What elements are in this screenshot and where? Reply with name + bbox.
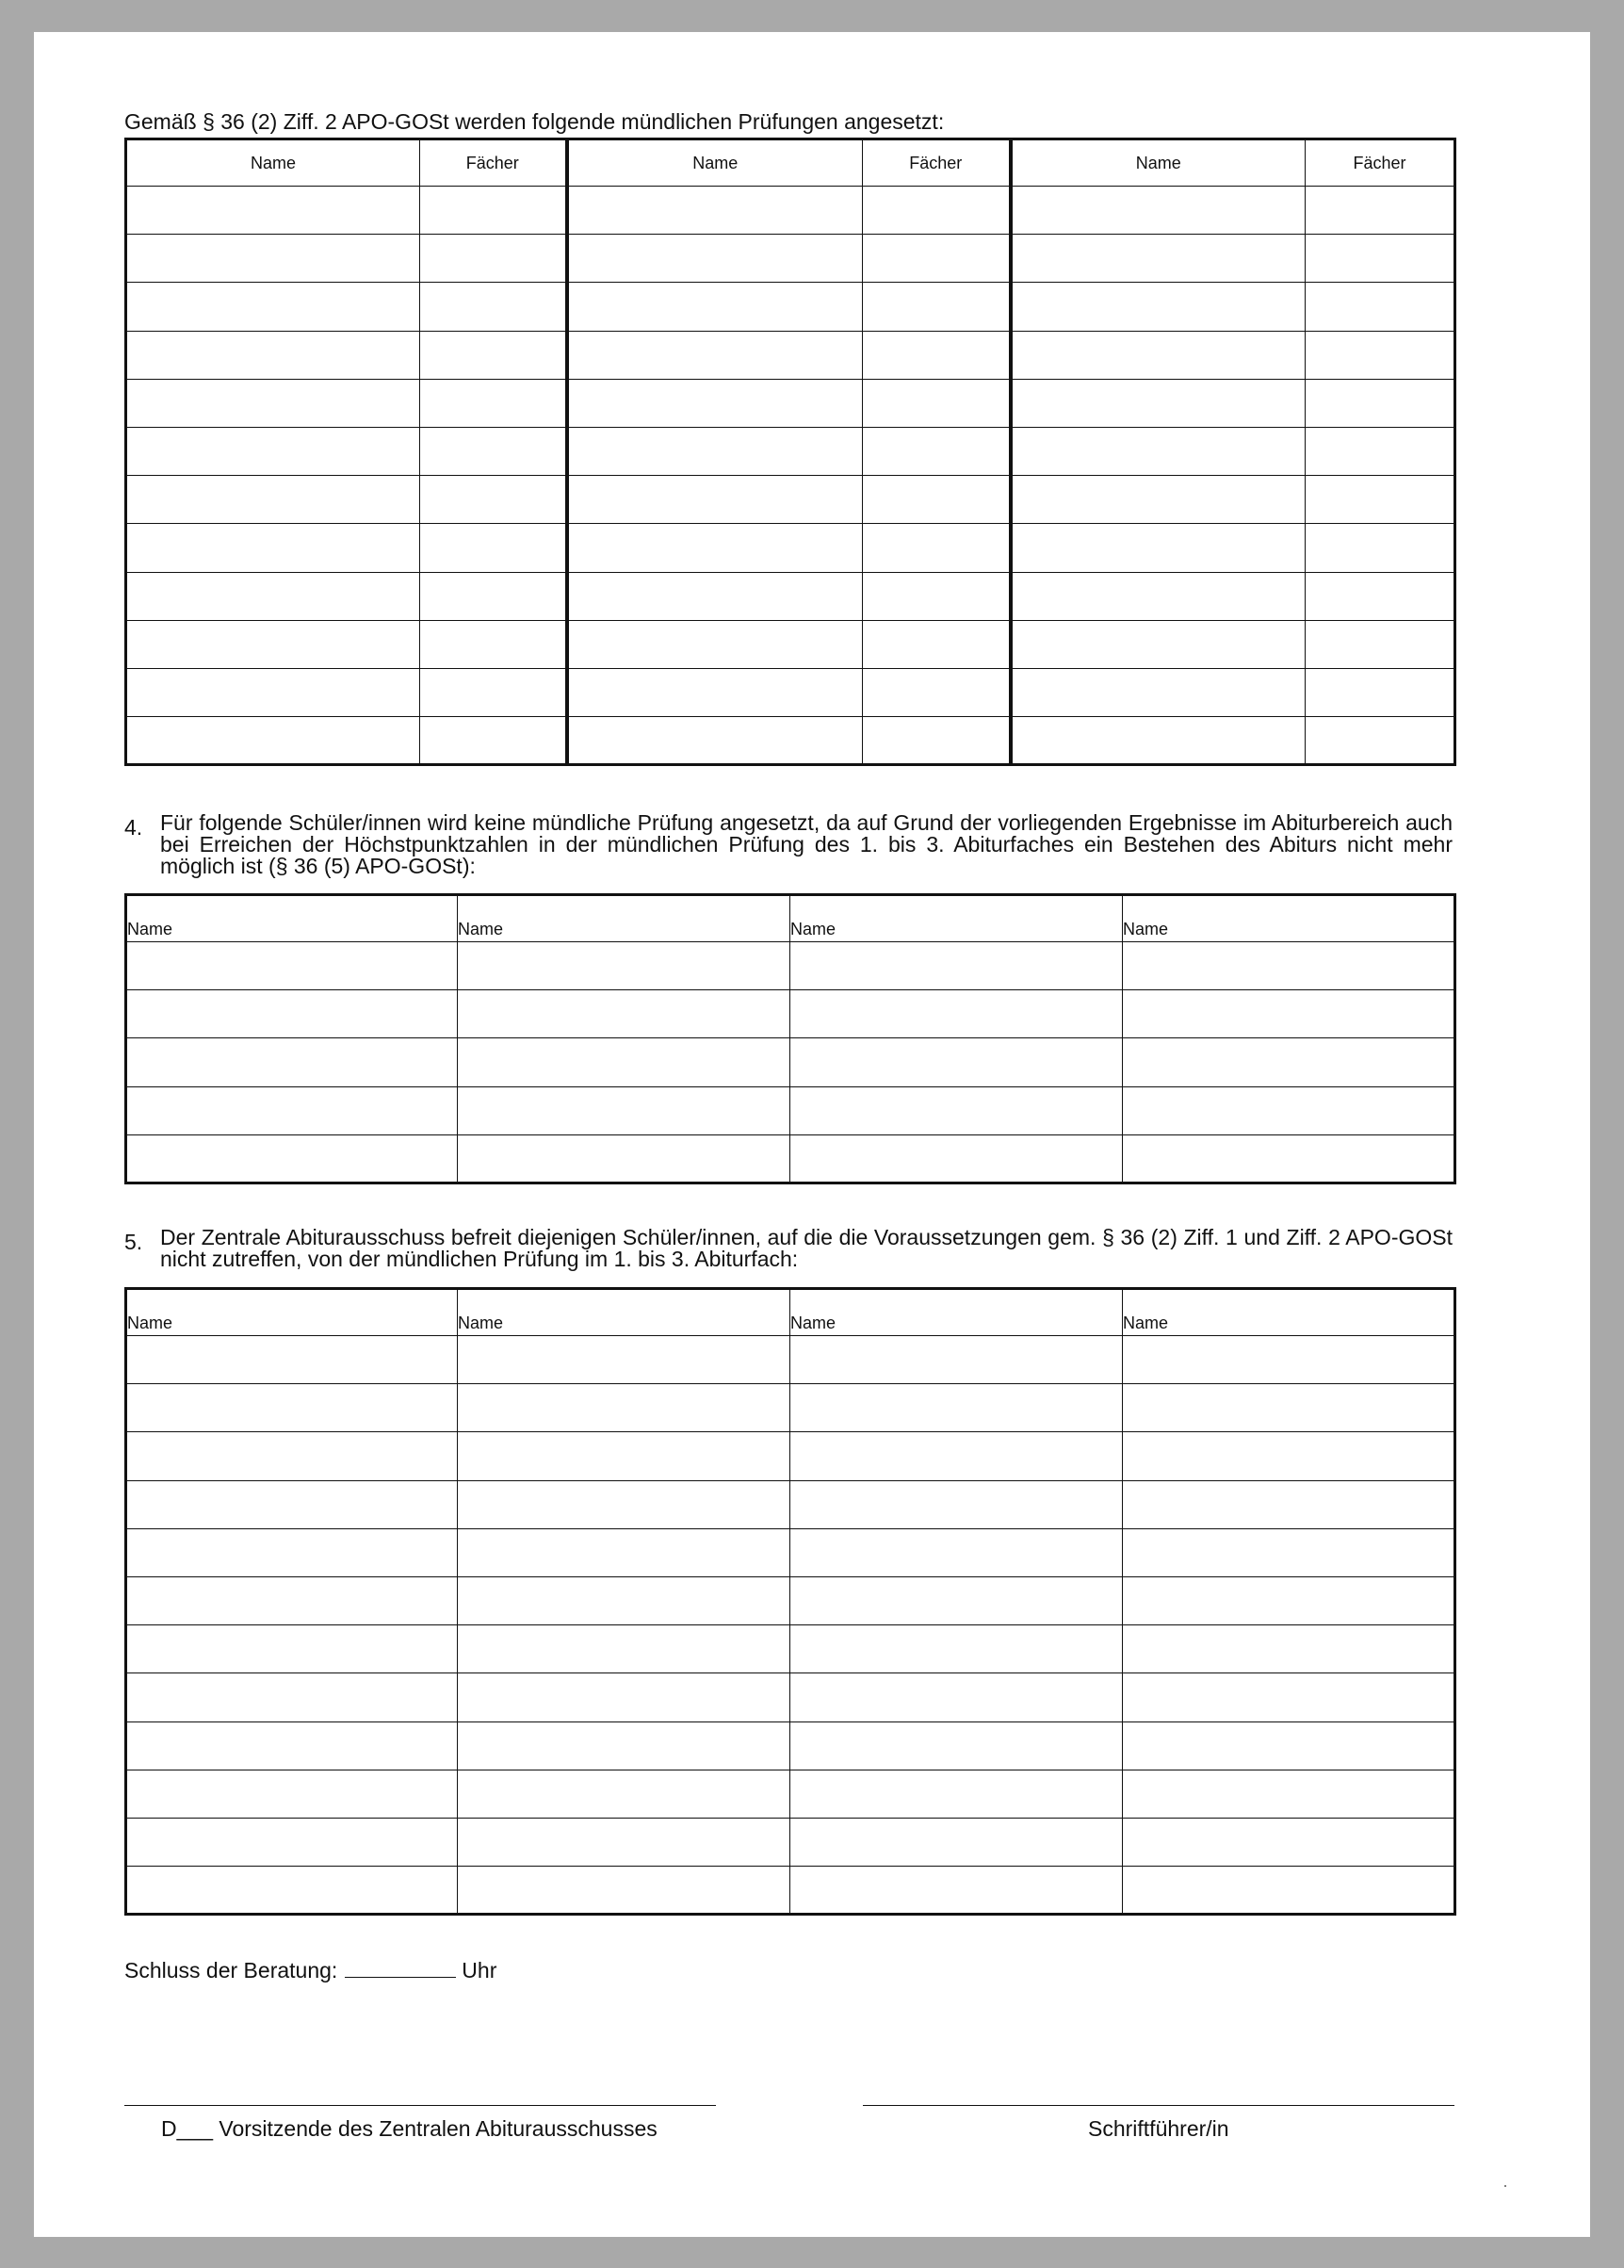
blank-cell[interactable] [458,990,790,1038]
blank-cell[interactable] [126,1673,458,1721]
blank-cell[interactable] [126,283,420,331]
section4-number: 4. [124,815,143,840]
blank-cell[interactable] [1306,427,1455,475]
table-row [126,1336,1455,1384]
table-row [126,717,1455,765]
table-row [126,1432,1455,1480]
blank-cell[interactable] [458,1673,790,1721]
blank-cell[interactable] [790,1038,1123,1086]
column-header-name: Name [1123,895,1455,942]
blank-cell[interactable] [126,1480,458,1528]
column-header-name: Name [790,1289,1123,1336]
closing-label: Schluss der Beratung: [124,1958,338,1982]
column-header-name: Name [458,895,790,942]
blank-cell[interactable] [126,942,458,990]
blank-cell[interactable] [567,379,863,427]
blank-cell[interactable] [567,427,863,475]
blank-cell[interactable] [458,1038,790,1086]
blank-cell[interactable] [863,620,1011,668]
blank-cell[interactable] [1123,1384,1455,1432]
blank-cell[interactable] [1011,476,1306,524]
chair-signature-label: D___ Vorsitzende des Zentralen Abiturausschusses [161,2116,658,2141]
blank-cell[interactable] [1011,379,1306,427]
table-row [126,1867,1455,1915]
blank-cell[interactable] [126,476,420,524]
column-header-subjects: Fächer [863,139,1011,187]
blank-cell[interactable] [790,990,1123,1038]
blank-cell[interactable] [458,1336,790,1384]
blank-cell[interactable] [1011,524,1306,572]
blank-cell[interactable] [1123,1818,1455,1866]
blank-cell[interactable] [863,187,1011,235]
blank-cell[interactable] [126,1336,458,1384]
blank-cell[interactable] [1306,379,1455,427]
table-row [126,524,1455,572]
chair-signature-line[interactable] [124,2105,716,2106]
column-header-name: Name [126,895,458,942]
blank-cell[interactable] [790,1770,1123,1818]
blank-cell[interactable] [420,524,567,572]
blank-cell[interactable] [126,1432,458,1480]
blank-cell[interactable] [126,427,420,475]
blank-cell[interactable] [863,476,1011,524]
table-row [126,668,1455,716]
blank-cell[interactable] [126,1038,458,1086]
blank-cell[interactable] [458,942,790,990]
blank-cell[interactable] [1123,990,1455,1038]
secretary-signature-label: Schriftführer/in [1088,2116,1229,2141]
table-row [126,1721,1455,1770]
blank-cell[interactable] [1123,1867,1455,1915]
column-header-name: Name [458,1289,790,1336]
blank-cell[interactable] [420,427,567,475]
blank-cell[interactable] [863,717,1011,765]
scan-speck [1504,2185,1506,2187]
blank-cell[interactable] [1123,1336,1455,1384]
blank-cell[interactable] [567,331,863,379]
blank-cell[interactable] [567,572,863,620]
blank-cell[interactable] [1306,187,1455,235]
blank-cell[interactable] [1123,1086,1455,1134]
table-row [126,1576,1455,1624]
blank-cell[interactable] [567,235,863,283]
blank-cell[interactable] [567,620,863,668]
column-header-name: Name [1123,1289,1455,1336]
exempted-students-table [124,1287,1456,1916]
blank-cell[interactable] [1306,668,1455,716]
blank-cell[interactable] [458,1528,790,1576]
blank-cell[interactable] [1011,668,1306,716]
table-row [126,187,1455,235]
blank-cell[interactable] [458,1134,790,1183]
column-header-name: Name [1011,139,1306,187]
form-page [34,32,1590,2237]
blank-cell[interactable] [790,1625,1123,1673]
blank-cell[interactable] [458,1480,790,1528]
blank-cell[interactable] [1123,942,1455,990]
table-row [126,1625,1455,1673]
blank-cell[interactable] [790,1432,1123,1480]
column-header-name: Name [567,139,863,187]
section5-text: Der Zentrale Abiturausschuss befreit diejenigen Schüler/innen, auf die die Voraussetzungen gem. § 36 (2) Ziff. 1 und Ziff. 2 APO-GOSt nicht zutreffen, von der mündlichen Prüfung im 1. bis 3. Abiturfach: [160,1225,1453,1271]
blank-cell[interactable] [1011,187,1306,235]
no-oral-exam-table [124,893,1456,1184]
blank-cell[interactable] [1306,331,1455,379]
blank-cell[interactable] [1123,1576,1455,1624]
section4-text: Für folgende Schüler/innen wird keine mündliche Prüfung angesetzt, da auf Grund der vorliegenden Ergebnisse im Abiturbereich auch bei Erreichen der Höchstpunktzahlen in der mündlichen Prüfung des 1. bis 3. Abiturfaches ein Bestehen des Abiturs nicht mehr möglich ist (§ 36 (5) APO-GOSt): [160,810,1453,878]
table-row [126,427,1455,475]
blank-cell[interactable] [1011,331,1306,379]
blank-cell[interactable] [126,187,420,235]
blank-cell[interactable] [1123,1134,1455,1183]
blank-cell[interactable] [1123,1528,1455,1576]
table-row [126,1384,1455,1432]
table-row [126,942,1455,990]
blank-cell[interactable] [1011,620,1306,668]
table-row [126,235,1455,283]
blank-cell[interactable] [420,331,567,379]
table-row [126,1818,1455,1866]
blank-cell[interactable] [458,1867,790,1915]
blank-cell[interactable] [458,1432,790,1480]
blank-cell[interactable] [1011,427,1306,475]
blank-cell[interactable] [1306,235,1455,283]
closing-line [124,1958,496,1983]
blank-cell[interactable] [1306,717,1455,765]
table-row [126,1770,1455,1818]
closing-unit: Uhr [462,1958,497,1982]
table-row [126,1480,1455,1528]
column-header-subjects: Fächer [420,139,567,187]
blank-cell[interactable] [1306,572,1455,620]
blank-cell[interactable] [1011,235,1306,283]
blank-cell[interactable] [790,942,1123,990]
blank-cell[interactable] [420,283,567,331]
blank-cell[interactable] [126,1384,458,1432]
blank-cell[interactable] [1011,717,1306,765]
blank-cell[interactable] [458,1576,790,1624]
blank-cell[interactable] [1011,283,1306,331]
blank-cell[interactable] [1011,572,1306,620]
blank-cell[interactable] [1123,1673,1455,1721]
table-row [126,283,1455,331]
blank-cell[interactable] [863,379,1011,427]
blank-cell[interactable] [458,1818,790,1866]
blank-cell[interactable] [126,1528,458,1576]
blank-cell[interactable] [1123,1432,1455,1480]
blank-cell[interactable] [863,427,1011,475]
blank-cell[interactable] [420,379,567,427]
column-header-name: Name [126,139,420,187]
blank-cell[interactable] [567,283,863,331]
table-row [126,379,1455,427]
table-row [126,1673,1455,1721]
blank-cell[interactable] [420,717,567,765]
blank-cell[interactable] [126,717,420,765]
blank-cell[interactable] [126,990,458,1038]
blank-cell[interactable] [420,187,567,235]
table-row [126,1086,1455,1134]
blank-cell[interactable] [420,572,567,620]
blank-cell[interactable] [458,1770,790,1818]
blank-cell[interactable] [1123,1770,1455,1818]
blank-cell[interactable] [420,620,567,668]
blank-cell[interactable] [126,1134,458,1183]
blank-cell[interactable] [126,1721,458,1770]
section3-intro: Gemäß § 36 (2) Ziff. 2 APO-GOSt werden folgende mündlichen Prüfungen angesetzt: [124,109,945,134]
blank-cell[interactable] [863,331,1011,379]
blank-cell[interactable] [126,1818,458,1866]
blank-cell[interactable] [790,1086,1123,1134]
table-header-row [126,139,1455,187]
table-row [126,476,1455,524]
blank-cell[interactable] [126,1086,458,1134]
blank-cell[interactable] [863,524,1011,572]
blank-cell[interactable] [126,235,420,283]
blank-cell[interactable] [1306,283,1455,331]
blank-cell[interactable] [790,1384,1123,1432]
column-header-subjects: Fächer [1306,139,1455,187]
table-header-row [126,1289,1455,1336]
secretary-signature-line[interactable] [863,2105,1454,2106]
blank-cell[interactable] [126,1625,458,1673]
table-row [126,331,1455,379]
blank-cell[interactable] [458,1625,790,1673]
oral-exam-table [124,138,1456,766]
blank-cell[interactable] [126,331,420,379]
blank-cell[interactable] [863,283,1011,331]
blank-cell[interactable] [790,1480,1123,1528]
blank-cell[interactable] [790,1336,1123,1384]
blank-cell[interactable] [126,572,420,620]
blank-cell[interactable] [420,668,567,716]
blank-cell[interactable] [567,524,863,572]
blank-cell[interactable] [420,476,567,524]
blank-cell[interactable] [1123,1721,1455,1770]
blank-cell[interactable] [458,1086,790,1134]
blank-cell[interactable] [790,1576,1123,1624]
blank-cell[interactable] [567,668,863,716]
blank-cell[interactable] [126,620,420,668]
table-row [126,1528,1455,1576]
blank-cell[interactable] [567,717,863,765]
closing-time-blank[interactable] [345,1958,456,1978]
blank-cell[interactable] [790,1673,1123,1721]
blank-cell[interactable] [126,524,420,572]
table-row [126,620,1455,668]
blank-cell[interactable] [458,1721,790,1770]
column-header-name: Name [790,895,1123,942]
table-row [126,1038,1455,1086]
blank-cell[interactable] [790,1818,1123,1866]
blank-cell[interactable] [790,1721,1123,1770]
blank-cell[interactable] [458,1384,790,1432]
table-header-row [126,895,1455,942]
blank-cell[interactable] [1306,476,1455,524]
table-row [126,572,1455,620]
blank-cell[interactable] [567,476,863,524]
blank-cell[interactable] [790,1867,1123,1915]
blank-cell[interactable] [1306,620,1455,668]
blank-cell[interactable] [863,668,1011,716]
column-header-name: Name [126,1289,458,1336]
table-row [126,990,1455,1038]
blank-cell[interactable] [790,1134,1123,1183]
section5-number: 5. [124,1230,143,1254]
table-row [126,1134,1455,1183]
blank-cell[interactable] [126,1576,458,1624]
blank-cell[interactable] [1123,1480,1455,1528]
blank-cell[interactable] [1123,1038,1455,1086]
blank-cell[interactable] [126,379,420,427]
blank-cell[interactable] [126,1770,458,1818]
blank-cell[interactable] [1306,524,1455,572]
blank-cell[interactable] [863,235,1011,283]
blank-cell[interactable] [790,1528,1123,1576]
blank-cell[interactable] [863,572,1011,620]
blank-cell[interactable] [567,187,863,235]
blank-cell[interactable] [420,235,567,283]
blank-cell[interactable] [1123,1625,1455,1673]
blank-cell[interactable] [126,668,420,716]
blank-cell[interactable] [126,1867,458,1915]
